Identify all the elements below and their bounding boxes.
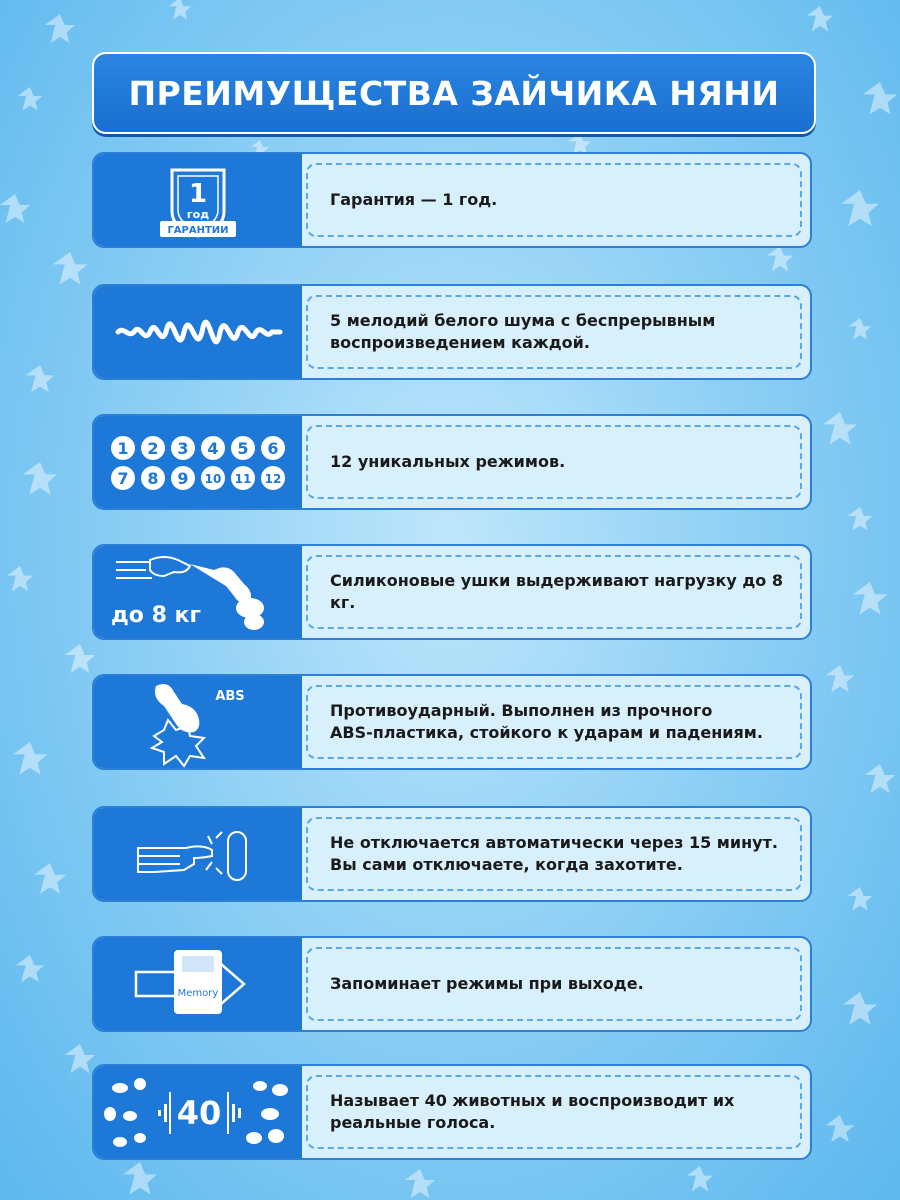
feature-row-modes [92,414,812,510]
feature-row-animals [92,1064,812,1160]
warranty-label: ГАРАНТИИ [167,225,229,236]
title-banner [92,52,816,134]
hand-press-button-icon [94,808,302,900]
mode-number: 10 [204,472,222,486]
feature-text: Запоминает режимы при выходе. [330,974,644,993]
feature-text: Силиконовые ушки выдерживают нагрузку до 8 кг. [330,571,783,612]
feature-text-box [306,555,802,629]
feature-icon-panel [94,676,302,768]
mode-number: 4 [207,439,219,458]
animals-count: 40 [176,1094,222,1132]
animals-voices-icon [94,1066,302,1158]
numbered-modes-icon [94,416,302,508]
mode-number: 8 [147,469,159,488]
feature-text: Противоударный. Выполнен из прочного ABS-пластика, стойкого к ударам и падениям. [330,701,763,742]
feature-text-box [306,425,802,499]
feature-icon-panel [94,416,302,508]
feature-icon-panel [94,808,302,900]
feature-text-box [306,685,802,759]
feature-row-white-noise [92,284,812,380]
feature-text: Гарантия — 1 год. [330,190,498,209]
feature-row-warranty [92,152,812,248]
load-label: до 8 кг [111,603,201,628]
memory-label: Memory [177,988,219,999]
feature-row-impact [92,674,812,770]
sound-wave-icon [94,286,302,378]
mode-number: 11 [234,472,252,486]
feature-text: Называет 40 животных и воспроизводит их реальные голоса. [330,1091,735,1132]
memory-card-icon [94,938,302,1030]
feature-row-no-auto-off [92,806,812,902]
feature-text-box [306,947,802,1021]
mode-number: 5 [237,439,249,458]
mode-number: 3 [177,439,189,458]
feature-row-ears-load [92,544,812,640]
feature-text-box [306,295,802,369]
hand-pulling-ears-icon [94,546,302,638]
feature-icon-panel [94,154,302,246]
feature-text: 5 мелодий белого шума с беспрерывным воспроизведением каждой. [330,311,716,352]
feature-icon-panel [94,286,302,378]
page-title: ПРЕИМУЩЕСТВА ЗАЙЧИКА НЯНИ [128,73,780,113]
feature-text-box [306,817,802,891]
material-label: ABS [215,689,245,704]
warranty-unit: год [186,208,210,221]
feature-text: Не отключается автоматически через 15 минут. Вы сами отключаете, когда захотите. [330,833,778,874]
feature-text: 12 уникальных режимов. [330,452,566,471]
warranty-shield-icon [94,154,302,246]
feature-icon-panel [94,938,302,1030]
feature-text-box [306,1075,802,1149]
mode-number: 1 [117,439,129,458]
feature-icon-panel [94,1066,302,1158]
mode-number: 6 [267,439,279,458]
mode-number: 2 [147,439,159,458]
mode-number: 7 [117,469,129,488]
warranty-number: 1 [188,179,208,209]
feature-text-box [306,163,802,237]
mode-number: 12 [264,472,282,486]
impact-toy-icon [94,676,302,768]
feature-icon-panel [94,546,302,638]
feature-row-memory [92,936,812,1032]
mode-number: 9 [177,469,189,488]
